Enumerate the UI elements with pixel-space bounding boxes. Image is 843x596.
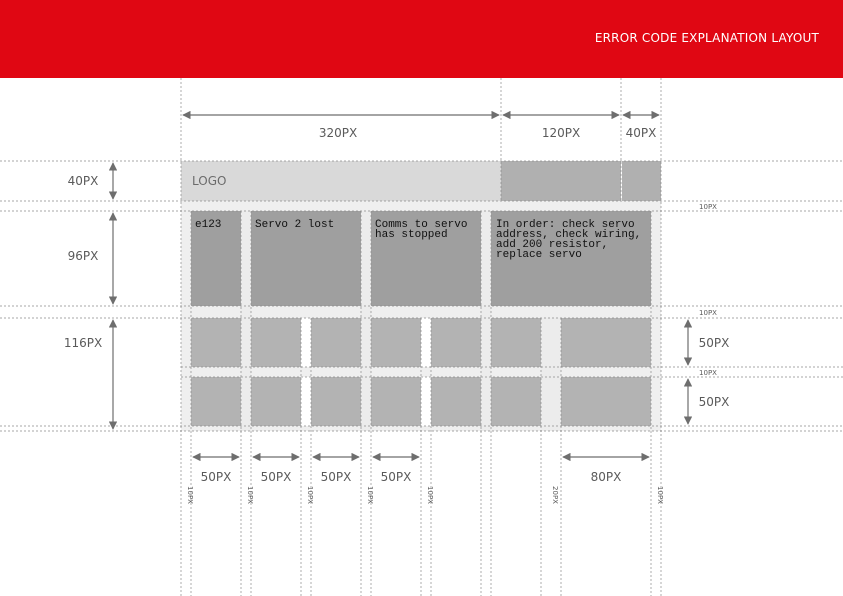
gap-label: 10PX	[699, 203, 717, 211]
error-fix-line: In order: check servo	[496, 219, 635, 231]
gap-label: 10PX	[699, 309, 717, 317]
grid-cell	[371, 377, 421, 426]
grid-cell	[311, 318, 361, 367]
grid-cell	[311, 377, 361, 426]
dim-label-40-height: 40PX	[67, 174, 99, 188]
vertical-gap-label: 10PX	[186, 486, 194, 504]
error-fix-line: replace servo	[496, 249, 582, 261]
vertical-gap-label: 10PX	[656, 486, 664, 504]
dim-label-50-row1: 50PX	[698, 336, 730, 350]
error-fix-line: address, check wiring,	[496, 229, 642, 241]
dim-label-80-col: 80PX	[590, 470, 622, 484]
dim-label-50-col4: 50PX	[380, 470, 412, 484]
dim-label-50-col3: 50PX	[320, 470, 352, 484]
vertical-gap-label: 10PX	[246, 486, 254, 504]
dim-label-120: 120PX	[541, 126, 581, 140]
vertical-gap-label: 10PX	[306, 486, 314, 504]
error-detail-line: has stopped	[375, 229, 448, 241]
grid-cell	[191, 377, 241, 426]
dim-label-320: 320PX	[318, 126, 358, 140]
grid-cell	[431, 377, 481, 426]
dim-label-40: 40PX	[625, 126, 657, 140]
error-code-text: e123	[195, 219, 222, 231]
grid-cell	[491, 377, 541, 426]
page-title: ERROR CODE EXPLANATION LAYOUT	[594, 31, 819, 45]
error-fix-line: add 200 resistor,	[496, 239, 609, 251]
gap-label: 10PX	[699, 369, 717, 377]
grid-cell	[371, 318, 421, 367]
vertical-gap-label: 10PX	[366, 486, 374, 504]
dim-label-50-col2: 50PX	[260, 470, 292, 484]
gutter-column	[651, 211, 661, 431]
grid-cell	[251, 318, 301, 367]
error-detail-line: Comms to servo	[375, 219, 468, 231]
gutter-band	[181, 201, 661, 211]
gutter-band	[181, 306, 661, 318]
grid-cell	[431, 318, 481, 367]
dim-label-96-height: 96PX	[67, 249, 99, 263]
logo-bar	[181, 161, 501, 201]
vertical-gap-label: 20PX	[551, 486, 559, 504]
header-cell-40	[622, 161, 661, 201]
gutter-column	[181, 211, 191, 431]
gutter-column	[481, 211, 491, 431]
header-cell-120	[501, 161, 621, 201]
grid-cell	[561, 377, 651, 426]
grid-cell	[561, 318, 651, 367]
error-summary-text: Servo 2 lost	[255, 219, 335, 231]
logo-label: LOGO	[192, 174, 227, 188]
grid-cell	[491, 318, 541, 367]
dim-label-50-col1: 50PX	[200, 470, 232, 484]
dim-label-116-height: 116PX	[63, 336, 103, 350]
dim-label-50-row2: 50PX	[698, 395, 730, 409]
gutter-column	[241, 211, 251, 431]
grid-cell	[191, 318, 241, 367]
gutter-column	[541, 318, 561, 431]
gutter-column	[361, 211, 371, 431]
grid-cell	[251, 377, 301, 426]
vertical-gap-label: 10PX	[426, 486, 434, 504]
